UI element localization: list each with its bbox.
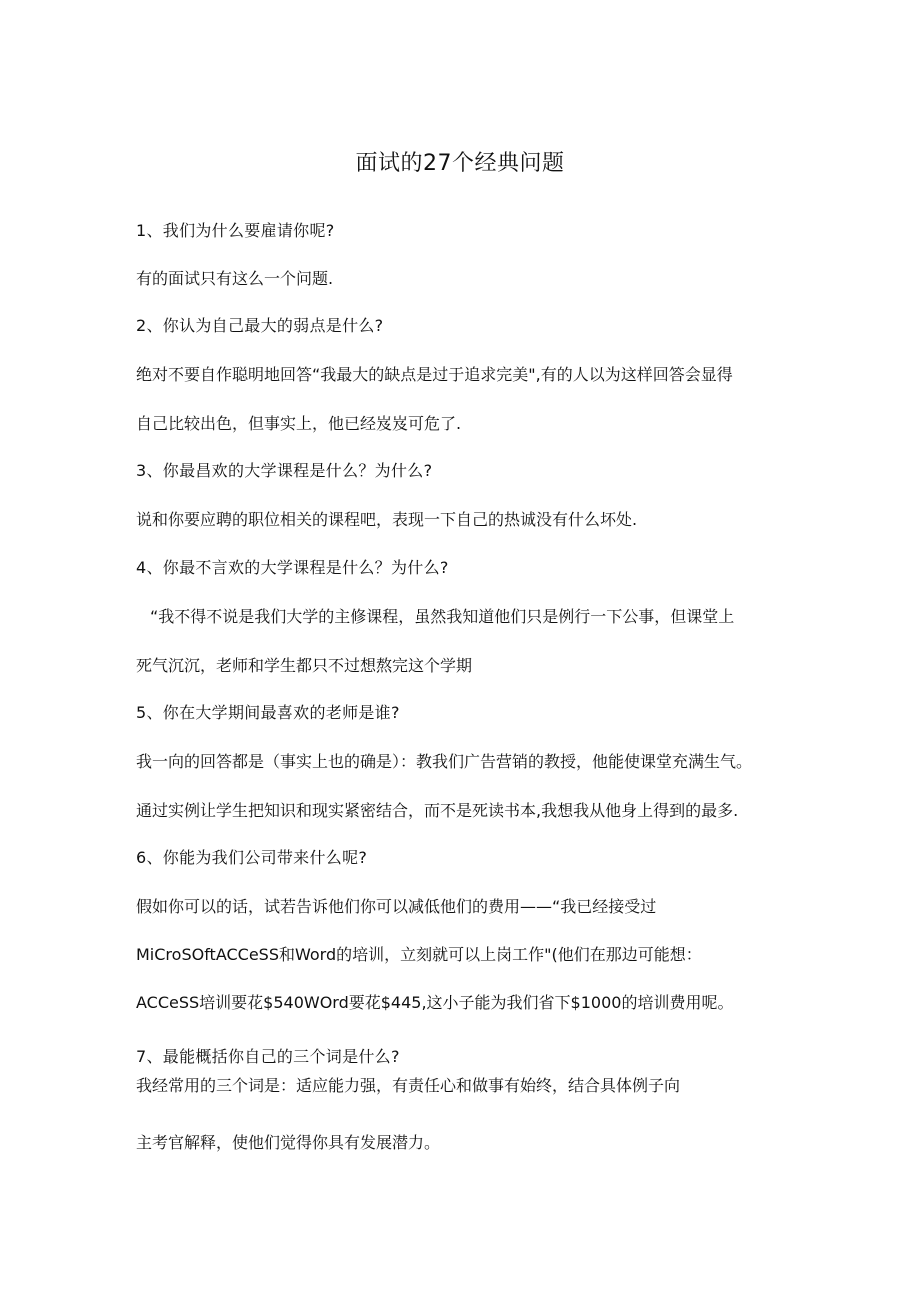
answer-4-line-1: “我不得不说是我们大学的主修课程，虽然我知道他们只是例行一下公事，但课堂上 [150, 607, 735, 626]
answer-6-line-3: ACCeSS培训要花$540WOrd要花$445,这小子能为我们省下$1000的培训费用呢。 [136, 993, 734, 1012]
question-3: 3、你最昌欢的大学课程是什么？为什么? [136, 461, 433, 480]
answer-4-line-2: 死气沉沉，老师和学生都只不过想熬完这个学期 [136, 656, 473, 675]
question-7: 7、最能概括你自己的三个词是什么? [136, 1047, 400, 1066]
page-title: 面试的27个经典问题 [355, 151, 565, 176]
question-2: 2、你认为自己最大的弱点是什么? [136, 316, 384, 335]
answer-7-line-2: 主考官解释，使他们觉得你具有发展潜力。 [136, 1133, 441, 1152]
answer-1-line-1: 有的面试只有这么一个问题. [136, 269, 334, 288]
answer-5-line-1: 我一向的回答都是（事实上也的确是）：教我们广告营销的教授，他能使课堂充满生气。 [136, 752, 753, 771]
answer-7-line-1: 我经常用的三个词是：适应能力强，有责任心和做事有始终，结合具体例子向 [136, 1076, 681, 1095]
answer-6-line-2: MiCroSOftACCeSS和Word的培训，立刻就可以上岗工作"(他们在那边可能想： [136, 945, 702, 964]
answer-3-line-1: 说和你要应聘的职位相关的课程吧，表现一下自己的热诚没有什么坏处. [136, 510, 638, 529]
answer-2-line-1: 绝对不要自作聪明地回答“我最大的缺点是过于追求完美",有的人以为这样回答会显得 [136, 365, 733, 384]
answer-6-line-1: 假如你可以的话，试若告诉他们你可以减低他们的费用——“我已经接受过 [136, 897, 657, 916]
answer-2-line-2: 自己比较出色，但事实上，他已经岌岌可危了. [136, 414, 462, 433]
question-1: 1、我们为什么要雇请你呢? [136, 221, 335, 240]
question-5: 5、你在大学期间最喜欢的老师是谁? [136, 703, 400, 722]
question-6: 6、你能为我们公司带来什么呢? [136, 848, 368, 867]
answer-5-line-2: 通过实例让学生把知识和现实紧密结合，而不是死读书本,我想我从他身上得到的最多. [136, 801, 739, 820]
question-4: 4、你最不言欢的大学课程是什么？为什么? [136, 558, 449, 577]
